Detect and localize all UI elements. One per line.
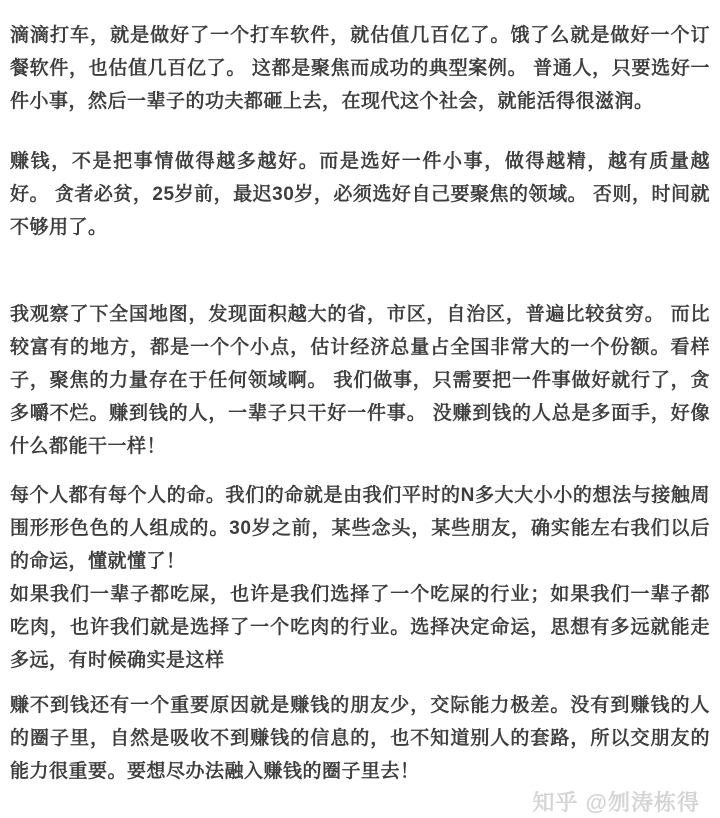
- paragraph-3: 我观察了下全国地图，发现面积越大的省，市区，自治区，普遍比较贫穷。 而比较富有的地方，都是一个个小点，估计经济总量占全国非常大的一个份额。看样子，聚焦的力量存在于任何领域啊。 我们做事，只需要把一件事做好就行了，贪多嚼不烂。赚到钱的人，一辈子只干好一件事。 没赚到钱的人总是多面手，好像什么都能干一样！: [10, 304, 710, 457]
- paragraph-5: 如果我们一辈子都吃屎，也许是我们选择了一个吃屎的行业；如果我们一辈子都吃肉，也许我们就是选择了一个吃肉的行业。选择决定命运，思想有多远就能走多远，有时候确实是这样: [10, 584, 710, 671]
- zhihu-watermark: [0, 788, 720, 818]
- paragraph-4: 每个人都有每个人的命。我们的命就是由我们平时的N多大大小小的想法与接触周围形形色色的人组成的。30岁之前，某些念头，某些朋友，确实能左右我们以后的命运，懂就懂了！: [10, 485, 710, 572]
- zhihu-watermark-text: 知乎 @刎涛栋得: [532, 790, 700, 815]
- paragraph-1: 滴滴打车，就是做好了一个打车软件，就估值几百亿了。饿了么就是做好一个订餐软件，也估值几百亿了。 这都是聚焦而成功的典型案例。 普通人，只要选好一件小事，然后一辈子的功夫都砸上去，在现代这个社会，就能活得很滋润。: [10, 25, 710, 112]
- paragraph-2: 赚钱，不是把事情做得越多越好。而是选好一件小事，做得越精，越有质量越好。 贪者必贫，25岁前，最迟30岁，必须选好自己要聚焦的领域。 否则，时间就不够用了。: [10, 151, 710, 238]
- paragraph-6: 赚不到钱还有一个重要原因就是赚钱的朋友少，交际能力极差。没有到赚钱的人的圈子里，自然是吸收不到赚钱的信息的，也不知道别人的套路，所以交朋友的能力很重要。要想尽办法融入赚钱的圈子里去！: [10, 695, 710, 782]
